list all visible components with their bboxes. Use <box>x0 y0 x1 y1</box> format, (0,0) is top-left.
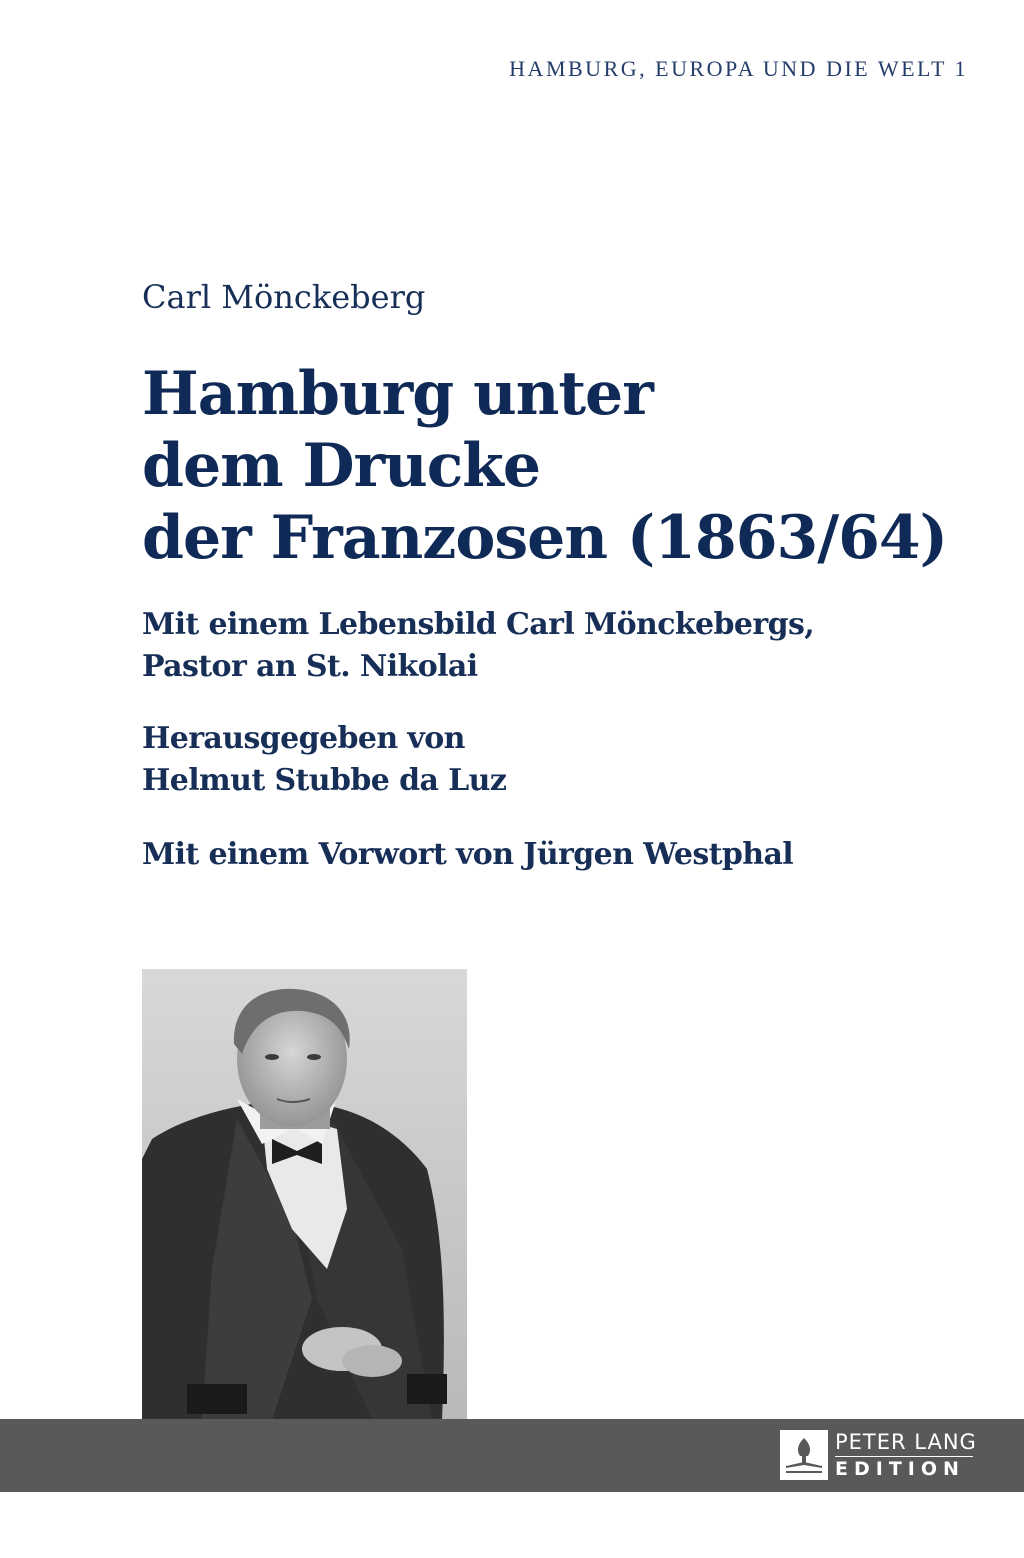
foreword-credit <box>142 834 942 876</box>
book-title <box>142 358 962 574</box>
publisher-name: PETER LANG <box>835 1430 977 1454</box>
tree-logo-icon <box>780 1430 828 1480</box>
foreword-line: Mit einem Vorwort von Jürgen Westphal <box>142 837 794 872</box>
series-title: HAMBURG, EUROPA UND DIE WELT 1 <box>509 56 968 81</box>
title-line: dem Drucke <box>142 431 541 501</box>
title-line: der Franzosen (1863/64) <box>142 503 948 573</box>
subtitle-line: Mit einem Lebensbild Carl Mönckebergs, <box>142 607 815 642</box>
subtitle-line: Pastor an St. Nikolai <box>142 649 478 684</box>
subtitle <box>142 604 942 688</box>
portrait-photo <box>142 969 467 1420</box>
logo-divider <box>835 1456 973 1457</box>
publisher-logo <box>780 1430 976 1482</box>
publisher-imprint: EDITION <box>835 1458 965 1480</box>
editor-line: Helmut Stubbe da Luz <box>142 763 507 798</box>
author-name: Carl Mönckeberg <box>142 278 426 316</box>
editor-credit <box>142 718 942 802</box>
title-line: Hamburg unter <box>142 359 653 429</box>
editor-line: Herausgegeben von <box>142 721 465 756</box>
